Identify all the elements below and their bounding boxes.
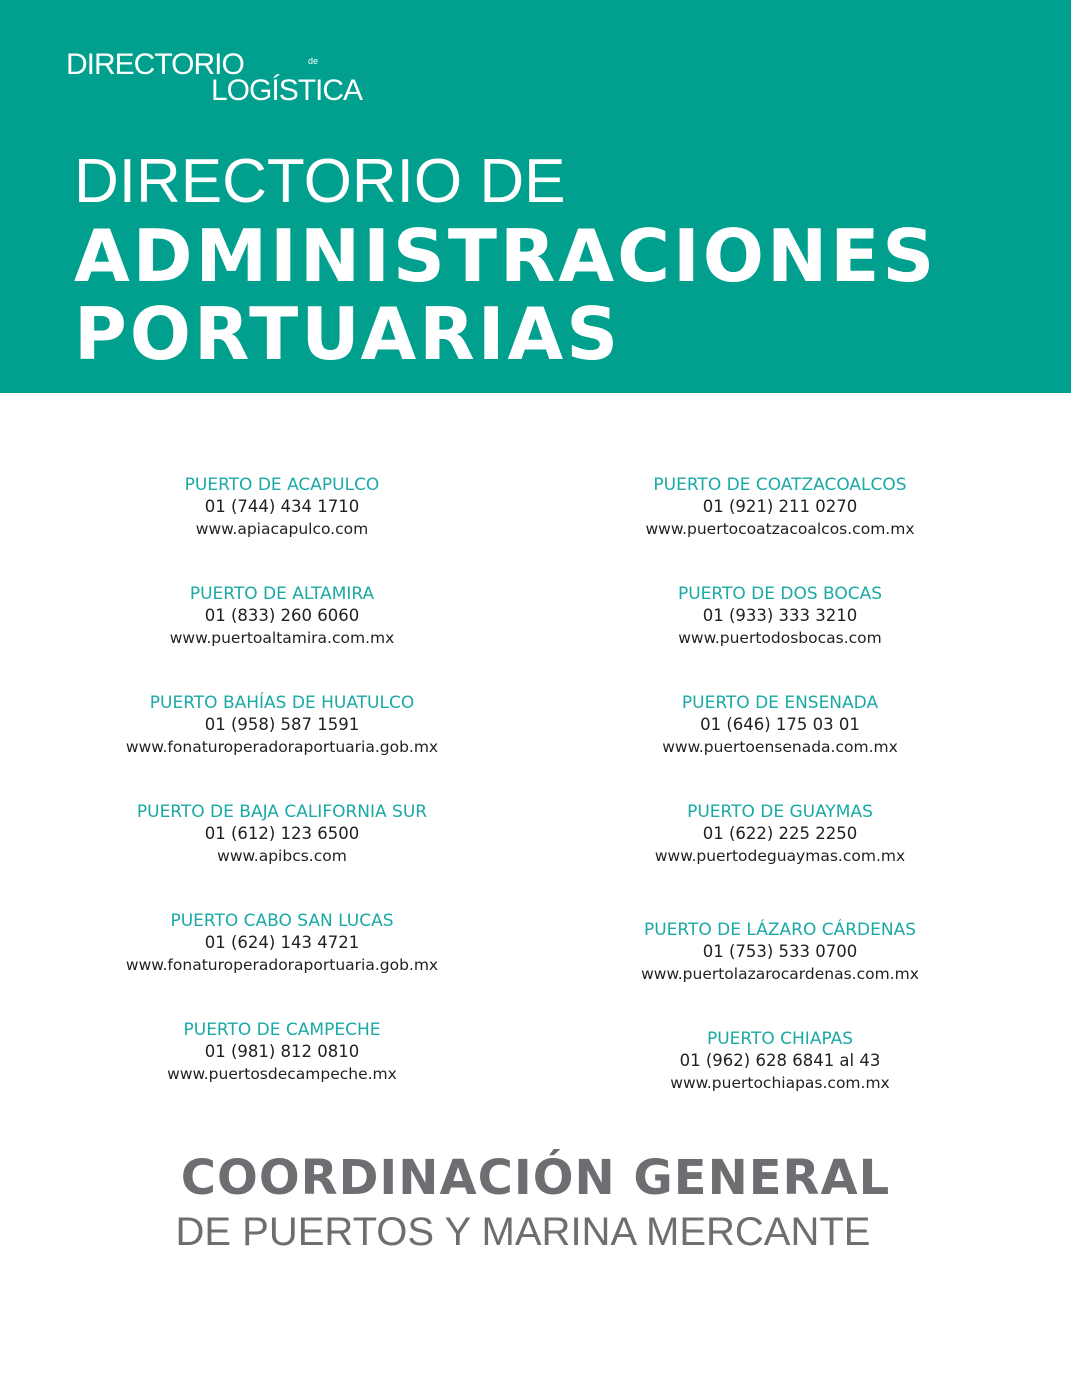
port-website-link[interactable]: www.puertosdecampeche.mx <box>167 1065 397 1083</box>
port-entry-guaymas <box>560 801 1000 867</box>
port-name: PUERTO CABO SAN LUCAS <box>170 911 394 931</box>
port-phone: 01 (833) 260 6060 <box>204 606 360 625</box>
logo-line1: DIRECTORIO <box>66 48 244 81</box>
port-name: PUERTO DE ALTAMIRA <box>189 584 375 604</box>
port-name: PUERTO DE DOS BOCAS <box>677 584 883 604</box>
port-phone: 01 (962) 628 6841 al 43 <box>679 1051 881 1070</box>
port-entry-campeche <box>62 1019 502 1085</box>
port-phone: 01 (753) 533 0700 <box>702 942 858 961</box>
page-title-line3: PORTUARIAS <box>74 292 622 376</box>
port-entry-cabo-san-lucas <box>62 910 502 976</box>
footer-subtitle: DE PUERTOS Y MARINA MERCANTE <box>175 1210 871 1254</box>
port-name: PUERTO DE LÁZARO CÁRDENAS <box>643 920 917 940</box>
port-phone: 01 (624) 143 4721 <box>204 933 360 952</box>
port-website-link[interactable]: www.puertochiapas.com.mx <box>670 1074 890 1092</box>
logo-line2: LOGÍSTICA <box>211 74 363 107</box>
port-name: PUERTO DE CAMPECHE <box>183 1020 381 1040</box>
port-phone: 01 (744) 434 1710 <box>204 497 360 516</box>
port-website-link[interactable]: www.puertodosbocas.com <box>678 629 882 647</box>
page-title-line2: ADMINISTRACIONES <box>74 214 938 298</box>
port-website-link[interactable]: www.puertoaltamira.com.mx <box>169 629 395 647</box>
port-name: PUERTO DE ACAPULCO <box>184 475 380 495</box>
port-phone: 01 (981) 812 0810 <box>204 1042 360 1061</box>
port-phone: 01 (933) 333 3210 <box>702 606 858 625</box>
port-name: PUERTO DE COATZACOALCOS <box>653 475 907 495</box>
port-phone: 01 (612) 123 6500 <box>204 824 360 843</box>
footer-title: COORDINACIÓN GENERAL <box>180 1150 891 1206</box>
port-website-link[interactable]: www.puertodeguaymas.com.mx <box>654 847 906 865</box>
directorio-logistica-logo <box>66 44 406 110</box>
page-title-line1: DIRECTORIO DE <box>74 147 566 216</box>
port-entry-altamira <box>62 583 502 649</box>
port-phone: 01 (921) 211 0270 <box>702 497 858 516</box>
port-entry-acapulco <box>62 474 502 540</box>
port-entry-coatzacoalcos <box>560 474 1000 540</box>
port-entry-ensenada <box>560 692 1000 758</box>
port-entry-lazaro-cardenas <box>560 919 1000 985</box>
port-website-link[interactable]: www.puertolazarocardenas.com.mx <box>641 965 919 983</box>
port-name: PUERTO DE ENSENADA <box>681 693 879 713</box>
port-entry-dos-bocas <box>560 583 1000 649</box>
port-website-link[interactable]: www.puertocoatzacoalcos.com.mx <box>645 520 915 538</box>
header-banner <box>0 0 1071 393</box>
port-entry-chiapas <box>560 1028 1000 1094</box>
port-website-link[interactable]: www.fonaturoperadoraportuaria.gob.mx <box>125 956 439 974</box>
port-website-link[interactable]: www.apibcs.com <box>217 847 347 865</box>
port-entry-huatulco <box>62 692 502 758</box>
port-phone: 01 (646) 175 03 01 <box>700 715 860 734</box>
port-website-link[interactable]: www.apiacapulco.com <box>195 520 369 538</box>
port-phone: 01 (622) 225 2250 <box>702 824 858 843</box>
port-name: PUERTO DE BAJA CALIFORNIA SUR <box>136 802 428 822</box>
port-name: PUERTO BAHÍAS DE HUATULCO <box>149 693 415 713</box>
logo-de: de <box>308 56 319 66</box>
port-website-link[interactable]: www.fonaturoperadoraportuaria.gob.mx <box>125 738 439 756</box>
port-name: PUERTO CHIAPAS <box>706 1029 854 1049</box>
port-name: PUERTO DE GUAYMAS <box>687 802 873 822</box>
port-entry-baja-california-sur <box>62 801 502 867</box>
port-website-link[interactable]: www.puertoensenada.com.mx <box>662 738 898 756</box>
port-phone: 01 (958) 587 1591 <box>204 715 360 734</box>
